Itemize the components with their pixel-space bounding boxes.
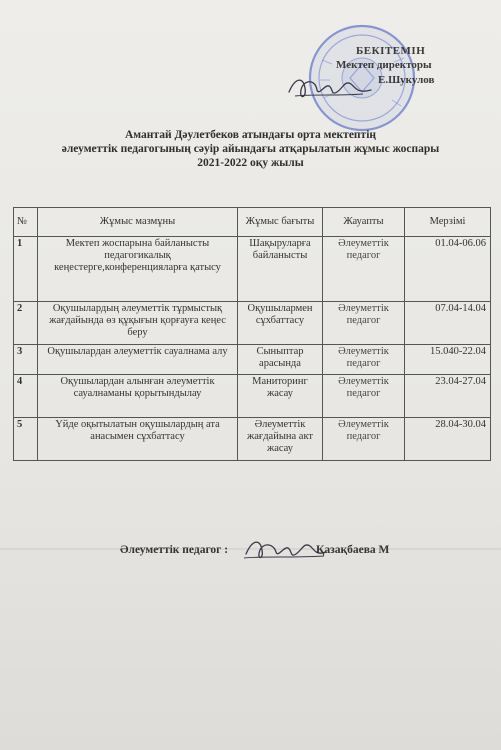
- table-row: [14, 375, 491, 418]
- heading-year: 2021-2022 оқу жылы: [197, 157, 304, 169]
- row-direction: Оқушылармен сұхбаттасу: [238, 302, 323, 345]
- approval-title: БЕКІТЕМІН: [356, 45, 426, 57]
- table-row: [14, 418, 491, 461]
- table-row: [14, 237, 491, 302]
- header-number: №: [14, 208, 38, 237]
- header-deadline: Мерзімі: [405, 208, 491, 237]
- row-responsible: Әлеуметтік педагог: [323, 237, 405, 302]
- row-responsible: Әлеуметтік педагог: [323, 375, 405, 418]
- signature-line: [120, 540, 420, 566]
- row-direction: Шақыруларға байланысты: [238, 237, 323, 302]
- row-direction: Сыныптар арасында: [238, 345, 323, 375]
- row-number: 3: [14, 345, 38, 375]
- row-deadline: 07.04-14.04: [405, 302, 491, 345]
- header-direction: Жұмыс бағыты: [238, 208, 323, 237]
- table-row: [14, 302, 491, 345]
- row-content: Үйде оқытылатын оқушылардың ата анасымен сұхбаттасу: [38, 418, 238, 461]
- row-deadline: 01.04-06.06: [405, 237, 491, 302]
- approval-name: Е.Шукулов: [378, 74, 435, 86]
- row-number: 5: [14, 418, 38, 461]
- director-signature: [285, 70, 375, 104]
- table-header-row: [14, 208, 491, 237]
- signer-role: Әлеуметтік педагог :: [120, 544, 229, 556]
- row-responsible: Әлеуметтік педагог: [323, 418, 405, 461]
- row-direction: Әлеуметтік жағдайына акт жасау: [238, 418, 323, 461]
- heading-school: Амантай Дәулетбеков атындағы орта мектептің: [124, 129, 377, 141]
- row-direction: Маниторинг жасау: [238, 375, 323, 418]
- row-content: Оқушылардан әлеуметтік сауалнама алу: [38, 345, 238, 375]
- row-number: 2: [14, 302, 38, 345]
- row-number: 4: [14, 375, 38, 418]
- row-deadline: 28.04-30.04: [405, 418, 491, 461]
- table-row: [14, 345, 491, 375]
- header-responsible: Жауапты: [323, 208, 405, 237]
- row-number: 1: [14, 237, 38, 302]
- row-deadline: 23.04-27.04: [405, 375, 491, 418]
- row-responsible: Әлеуметтік педагог: [323, 345, 405, 375]
- row-responsible: Әлеуметтік педагог: [323, 302, 405, 345]
- row-content: Оқушылардың әлеуметтік тұрмыстық жағдайында өз құқығын қорғауға кеңес беру: [38, 302, 238, 345]
- signer-name: Қазақбаева М: [316, 544, 390, 556]
- heading-plan: әлеуметтік педагогының сәуір айындағы атқарылатын жұмыс жоспары: [61, 143, 440, 155]
- approval-role: Мектеп директоры: [336, 59, 432, 71]
- row-content: Оқушылардан алынған әлеуметтік сауалнаманы қорытындылау: [38, 375, 238, 418]
- row-content: Мектеп жоспарына байланысты педагогикалық кеңестерге,конференцияларға қатысу: [38, 237, 238, 302]
- row-deadline: 15.040-22.04: [405, 345, 491, 375]
- work-plan-table: [13, 207, 491, 461]
- header-content: Жұмыс мазмұны: [38, 208, 238, 237]
